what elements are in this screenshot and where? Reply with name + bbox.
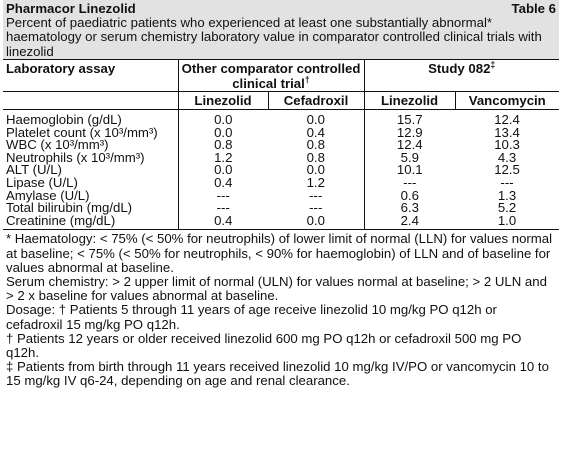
value-cell: 2.4	[400, 212, 419, 228]
table-number: Table 6	[511, 0, 556, 16]
value-cell: 1.0	[497, 212, 517, 228]
footnote: Serum chemistry: > 2 upper limit of normal (ULN) for values normal at baseline; > 2 ULN and > 2 x baseline for values abnormal at baseline.	[6, 273, 547, 304]
table-row	[3, 164, 559, 177]
value-cell: 13.4	[494, 124, 520, 140]
header-row-columns	[3, 92, 559, 110]
value-cell: ---	[268, 190, 364, 203]
footnote: ‡ Patients from birth through 11 years received linezolid 10 mg/kg IV/PO or vancomycin 10 to 15 mg/kg IV q6-24, depending on age and renal clearance.	[6, 359, 549, 389]
value-cell: 5.9	[400, 149, 419, 165]
col-header: Vancomycin	[455, 92, 559, 110]
table-row	[3, 152, 559, 165]
value-cell: 0.0	[268, 110, 364, 127]
assay-cell: WBC (x 10³/mm³)	[6, 137, 109, 153]
value-cell: 0.0	[178, 110, 268, 127]
empty-header-cell	[3, 92, 178, 110]
table-body	[3, 110, 559, 230]
assay-cell: ALT (U/L)	[6, 162, 62, 178]
value-cell: ---	[403, 175, 417, 190]
assay-cell: Amylase (U/L)	[6, 187, 90, 203]
lab-table	[3, 59, 559, 229]
assay-cell: Haemoglobin (g/dL)	[6, 112, 122, 128]
value-cell: 10.1	[396, 162, 423, 178]
table-caption: Percent of paediatric patients who experienced at least one substantially abnormal* haematology or serum chemistry laboratory value in comparator controlled clinical trials with linezolid	[6, 15, 542, 59]
value-cell: 0.0	[178, 164, 268, 177]
group1-header: Other comparator controlled clinical trial†	[178, 60, 364, 92]
assay-cell: Neutrophils (x 10³/mm³)	[6, 149, 145, 165]
assay-cell: Lipase (U/L)	[6, 175, 78, 190]
value-cell: ---	[178, 190, 268, 203]
value-cell: 1.2	[178, 152, 268, 165]
col-header: Linezolid	[178, 92, 268, 110]
value-cell: ---	[268, 202, 364, 215]
value-cell: 0.4	[178, 215, 268, 230]
value-cell: 6.3	[400, 200, 419, 216]
value-cell: 12.5	[494, 162, 520, 178]
table-container	[3, 0, 559, 389]
header-row-groups	[3, 60, 559, 92]
assay-header: Laboratory assay	[3, 60, 178, 92]
value-cell: ---	[178, 202, 268, 215]
value-cell: 12.9	[396, 124, 423, 140]
value-cell: 4.3	[497, 149, 517, 165]
footnote: Dosage: † Patients 5 through 11 years of age receive linezolid 10 mg/kg PO q12h or cefadroxil 15 mg/kg PO q12h.	[6, 302, 497, 332]
assay-cell: Creatinine (mg/dL)	[6, 212, 116, 228]
value-cell: 0.8	[268, 152, 364, 165]
value-cell: 12.4	[494, 112, 520, 128]
value-cell: 12.4	[396, 137, 423, 153]
value-cell: 0.6	[400, 187, 419, 203]
table-title: Pharmacor Linezolid	[6, 0, 136, 16]
footnotes	[3, 229, 559, 388]
value-cell: 1.2	[268, 177, 364, 190]
value-cell: 0.0	[178, 127, 268, 140]
assay-cell: Platelet count (x 10³/mm³)	[6, 124, 158, 140]
value-cell: 10.3	[494, 137, 520, 153]
footnote: * Haematology: < 75% (< 50% for neutrophils) of lower limit of normal (LLN) for values normal at baseline; < 75% (< 50% for neutrophils, < 90% for haemoglobin) of LLN and of baseline for values abnormal at baseline.	[6, 231, 553, 275]
value-cell: 0.4	[178, 177, 268, 190]
col-header: Linezolid	[364, 92, 455, 110]
value-cell: 0.8	[178, 139, 268, 152]
value-cell: 1.3	[497, 187, 517, 203]
footnote: † Patients 12 years or older received linezolid 600 mg PO q12h or cefadroxil 500 mg PO q12h.	[6, 330, 522, 360]
value-cell: ---	[500, 175, 514, 190]
value-cell: 0.0	[268, 164, 364, 177]
col-header: Cefadroxil	[268, 92, 364, 110]
value-cell: 15.7	[396, 112, 423, 128]
value-cell: 5.2	[497, 200, 517, 216]
assay-cell: Total bilirubin (mg/dL)	[6, 200, 133, 216]
group2-header: Study 082‡	[364, 60, 559, 92]
title-row	[6, 0, 556, 16]
table-header-band	[3, 0, 559, 59]
value-cell: 0.8	[268, 139, 364, 152]
table-row	[3, 215, 559, 230]
value-cell: 0.4	[268, 127, 364, 140]
value-cell: 0.0	[268, 215, 364, 230]
